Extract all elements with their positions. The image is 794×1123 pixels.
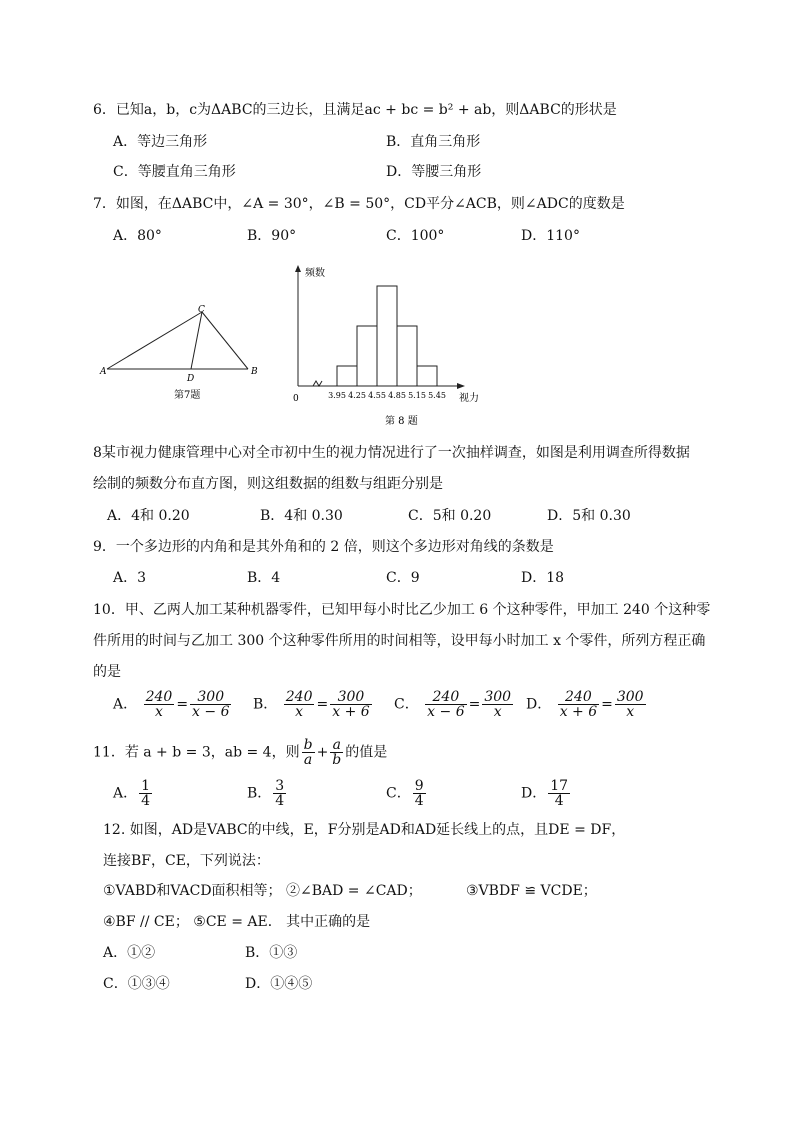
- origin-label: 0: [293, 394, 299, 404]
- q11-a-den: 4: [141, 793, 151, 809]
- q9-option-d: D．18: [521, 570, 565, 586]
- q10-option-a-letter: A．: [113, 696, 138, 713]
- q11-option-c: [386, 779, 428, 808]
- q11-option-a-letter: A．: [113, 785, 138, 802]
- q11-stem-a: 11．若 a + b = 3，ab = 4，则: [93, 744, 300, 761]
- histogram-bar-3: [377, 286, 397, 386]
- histogram-bar-1: [337, 366, 357, 386]
- q10-a-right-num: 300: [190, 690, 231, 705]
- histogram-bar-4: [397, 326, 417, 386]
- side-ac: [107, 312, 202, 369]
- q11-stem-b: 的值是: [345, 744, 388, 761]
- q10-option-a: A． $\frac{240}{x}$ = $\frac{300}{x - 6}$: [113, 689, 230, 720]
- q12-line3b: ③VBDF ≌ VCDE；: [466, 883, 597, 899]
- q6-option-a: A．等边三角形: [113, 134, 208, 150]
- q10-c-left-num: 240: [425, 690, 466, 705]
- q10-c-left-den: x − 6: [427, 704, 465, 720]
- q10-a-left-num: 240: [145, 689, 173, 705]
- q10-a-right-den: x − 6: [192, 704, 230, 720]
- q10-option-d-letter: D．: [526, 696, 552, 713]
- x-axis-arrow: [457, 383, 465, 389]
- label-d: D: [187, 374, 195, 384]
- q11-b-den: 4: [275, 793, 285, 809]
- q8-stem-line2: 绘制的频数分布直方图，则这组数据的组数与组距分别是: [93, 476, 443, 492]
- q8-option-d: D．5和 0.30: [547, 508, 631, 524]
- q12-line4: ④BF // CE； ⑤CE = AE． 其中正确的是: [103, 914, 371, 930]
- q10-option-b-letter: B．: [253, 696, 278, 713]
- histogram-bar-5: [417, 366, 437, 386]
- q10-c-right-num: 300: [484, 689, 512, 705]
- q11-option-d: [521, 779, 572, 808]
- x-tick-label: 3.95: [328, 391, 346, 400]
- q6-stem: 6．已知a，b，c为ΔABC的三边长，且满足ac + bc = b² + ab，则ΔABC的形状是: [93, 102, 617, 118]
- q11-a-num: 1: [141, 778, 151, 794]
- q11-option-b-letter: B．: [247, 785, 272, 802]
- q12-option-c: C．①③④: [103, 976, 170, 992]
- x-axis-label: 视力: [459, 393, 479, 404]
- q8-figure-caption: 第 8 题: [385, 416, 418, 427]
- q11-stem: [93, 738, 387, 767]
- q10-stem-line2: 件所用的时间与乙加工 300 个这种零件所用的时间相等，设甲每小时加工 x 个零件，所列方程正确: [93, 633, 706, 649]
- q11-f2-den: b: [332, 752, 342, 768]
- q9-option-b: B．4: [247, 570, 281, 586]
- q12-option-a: A．①②: [103, 945, 156, 961]
- q9-option-c: C．9: [386, 570, 420, 586]
- q10-b-left-num: 240: [285, 689, 313, 705]
- q12-line1: 12. 如图，AD是VABC的中线，E，F分别是AD和AD延长线上的点，且DE = DF，: [103, 822, 626, 838]
- q12-line3a: ①VABD和VACD面积相等； ②∠BAD = ∠CAD；: [103, 883, 422, 899]
- q11-option-c-letter: C．: [386, 785, 411, 802]
- axis-break-mark: [313, 381, 322, 386]
- q10-c-right-den: x: [493, 704, 502, 720]
- q10-b-left-den: x: [295, 704, 304, 720]
- label-c: C: [198, 305, 205, 315]
- q11-option-a: [113, 779, 154, 808]
- q11-option-d-letter: D．: [521, 785, 547, 802]
- q11-d-num: 17: [550, 778, 569, 794]
- label-b: B: [251, 367, 258, 377]
- x-tick-label: 4.55: [368, 391, 386, 400]
- q6-option-b: B．直角三角形: [386, 134, 481, 150]
- histogram-bar-2: [357, 326, 377, 386]
- q8-option-a: A．4和 0.20: [107, 508, 190, 524]
- q10-d-left-den: x + 6: [559, 704, 598, 720]
- q8-histogram: [285, 262, 495, 430]
- q11-option-b: [247, 779, 288, 808]
- q11-f1-num: b: [303, 737, 313, 753]
- q7-option-c: C．100°: [386, 228, 445, 244]
- q12-option-d: D．①④⑤: [245, 976, 313, 992]
- q7-option-d: D．110°: [521, 228, 580, 244]
- q9-stem: 9．一个多边形的内角和是其外角和的 2 倍，则这个多边形对角线的条数是: [93, 539, 554, 555]
- q11-f1-den: a: [303, 752, 313, 768]
- q12-line2: 连接BF，CE，下列说法：: [103, 853, 270, 869]
- q10-d-right-den: x: [626, 704, 635, 720]
- q10-stem-line3: 的是: [93, 664, 121, 680]
- q10-a-left-den: x: [154, 704, 163, 720]
- q12-option-b: B．①③: [245, 945, 298, 961]
- y-axis-arrow: [295, 265, 301, 272]
- q11-c-den: 4: [414, 793, 424, 809]
- q7-option-a: A．80°: [113, 228, 162, 244]
- q10-option-b: B． $\frac{240}{x}$ = $\frac{300}{x + 6}$: [253, 689, 370, 720]
- q10-d-left-num: 240: [558, 690, 599, 705]
- q11-c-num: 9: [414, 778, 424, 794]
- x-tick-label: 5.45: [428, 391, 446, 400]
- q11-f2-num: a: [330, 738, 343, 753]
- q7-stem: 7．如图，在ΔABC中，∠A = 30°，∠B = 50°，CD平分∠ACB，则∠ADC的度数是: [93, 196, 625, 212]
- q10-option-c: C． $\frac{240}{x - 6}$ = $\frac{300}{x}$: [394, 689, 512, 720]
- x-tick-label: 5.15: [408, 391, 426, 400]
- q8-stem-line1: 8某市视力健康管理中心对全市初中生的视力情况进行了一次抽样调查，如图是利用调查所得数据: [93, 445, 690, 461]
- q8-option-b: B．4和 0.30: [260, 508, 343, 524]
- x-tick-label: 4.85: [388, 391, 406, 400]
- q10-b-right-num: 300: [330, 690, 371, 705]
- side-cb: [202, 312, 248, 369]
- q10-option-c-letter: C．: [394, 696, 419, 713]
- q11-plus: +: [316, 744, 329, 761]
- q7-triangle-figure: [95, 300, 270, 410]
- y-axis-label: 频数: [305, 268, 325, 279]
- q11-d-den: 4: [554, 793, 564, 809]
- q6-option-c: C．等腰直角三角形: [113, 164, 236, 180]
- q11-b-num: 3: [275, 778, 285, 794]
- label-a: A: [100, 367, 107, 377]
- q10-stem-line1: 10．甲、乙两人加工某种机器零件，已知甲每小时比乙少加工 6 个这种零件，甲加工 240 个这种零: [93, 602, 711, 618]
- q6-option-d: D．等腰三角形: [386, 164, 482, 180]
- q9-option-a: A．3: [113, 570, 147, 586]
- q7-figure-caption: 第7题: [174, 390, 201, 401]
- x-tick-label: 4.25: [348, 391, 366, 400]
- q7-option-b: B．90°: [247, 228, 297, 244]
- q8-option-c: C．5和 0.20: [408, 508, 492, 524]
- segment-cd: [191, 312, 202, 369]
- q10-b-right-den: x + 6: [332, 704, 370, 720]
- q10-d-right-num: 300: [616, 689, 644, 705]
- q10-option-d: D． $\frac{240}{x + 6}$ = $\frac{300}{x}$: [526, 689, 644, 720]
